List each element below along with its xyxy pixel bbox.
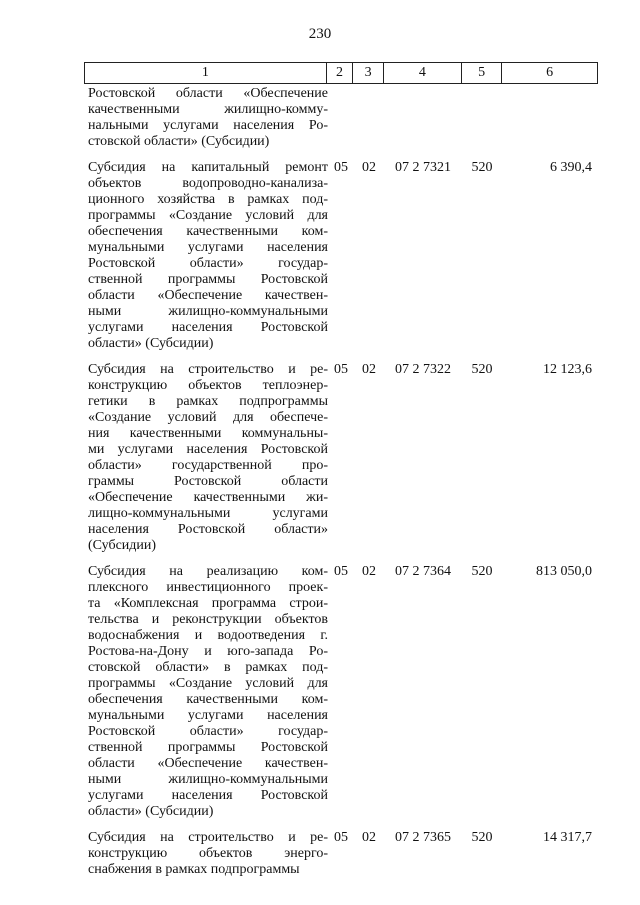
description-line: Ростовской области» государ- [88, 724, 328, 739]
header-col-6: 6 [501, 63, 597, 83]
description-line: мунальными услугами населения [88, 708, 328, 723]
description-line: обеспечения качественными ком- [88, 224, 328, 239]
table-row [84, 830, 598, 878]
description-line: ционного хозяйства в рамках под- [88, 192, 328, 207]
description-line: лищно-коммунальными услугами [88, 506, 328, 521]
expense-type-code: 520 [471, 830, 493, 845]
row-description [84, 564, 328, 820]
target-article-code: 07 2 7321 [395, 160, 451, 175]
description-line: качественными жилищно-комму- [88, 102, 328, 117]
description-line: ственной программы Ростовской [88, 740, 328, 755]
table-row [84, 564, 598, 820]
expense-type-code [462, 86, 502, 150]
amount: 813 050,0 [536, 564, 592, 579]
description-line: Субсидия на строительство и ре- [88, 362, 328, 377]
table-body [84, 86, 598, 878]
expense-type-code: 520 [471, 564, 493, 579]
page-number: 230 [308, 26, 332, 42]
header-col-5: 5 [461, 63, 501, 83]
description-line: Субсидия на реализацию ком- [88, 564, 328, 579]
target-article-code: 07 2 7365 [395, 830, 451, 845]
subsection-code [354, 86, 384, 150]
description-line: ния качественными коммунальны- [88, 426, 328, 441]
description-line: та «Комплексная программа строи- [88, 596, 328, 611]
description-line: области «Обеспечение качествен- [88, 288, 328, 303]
description-line: услугами населения Ростовской [88, 320, 328, 335]
description-line: ными жилищно-коммунальными [88, 772, 328, 787]
description-line: конструкцию объектов энерго- [88, 846, 328, 861]
description-line: ми услугами населения Ростовской [88, 442, 328, 457]
expense-type-code: 520 [471, 160, 493, 175]
description-line: Ростовской области» государ- [88, 256, 328, 271]
description-line: программы «Создание условий для [88, 208, 328, 223]
description-line: Ростовской области «Обеспечение [88, 86, 328, 101]
description-line: Субсидия на строительство и ре- [88, 830, 328, 845]
description-line: снабжения в рамках подпрограммы [88, 862, 300, 877]
subsection-code: 02 [362, 362, 376, 377]
expense-type-code: 520 [471, 362, 493, 377]
description-line: граммы Ростовской области [88, 474, 328, 489]
header-col-2: 2 [326, 63, 353, 83]
target-article-code: 07 2 7322 [395, 362, 451, 377]
row-description [84, 830, 328, 878]
description-line: Субсидия на капитальный ремонт [88, 160, 328, 175]
description-line: «Обеспечение качественными жи- [88, 490, 328, 505]
description-line: конструкцию объектов теплоэнер- [88, 378, 328, 393]
header-col-3: 3 [352, 63, 383, 83]
description-line: программы «Создание условий для [88, 676, 328, 691]
amount: 6 390,4 [550, 160, 592, 175]
amount [502, 86, 598, 150]
table-header-row [84, 62, 598, 84]
description-line: услугами населения Ростовской [88, 788, 328, 803]
subsection-code: 02 [362, 564, 376, 579]
description-line: стовской области» в рамках под- [88, 660, 328, 675]
description-line: объектов водопроводно-канализа- [88, 176, 328, 191]
description-line: плексного инвестиционного проек- [88, 580, 328, 595]
description-line: водоснабжения и водоотведения г. [88, 628, 328, 643]
description-line: ственной программы Ростовской [88, 272, 328, 287]
description-line: тельства и реконструкции объектов [88, 612, 328, 627]
section-code [328, 86, 354, 150]
description-line: мунальными услугами населения [88, 240, 328, 255]
description-line: стовской области» (Субсидии) [88, 134, 270, 149]
section-code: 05 [334, 160, 348, 175]
description-line: населения Ростовской области» [88, 522, 328, 537]
description-line: ными жилищно-коммунальными [88, 304, 328, 319]
description-line: области» государственной про- [88, 458, 328, 473]
description-line: Ростова-на-Дону и юго-запада Ро- [88, 644, 328, 659]
subsection-code: 02 [362, 160, 376, 175]
row-description [84, 86, 328, 150]
row-description [84, 362, 328, 554]
description-line: нальными услугами населения Ро- [88, 118, 328, 133]
target-article-code [384, 86, 462, 150]
header-col-1: 1 [201, 65, 209, 80]
table-row [84, 160, 598, 352]
description-line: «Создание условий для обеспече- [88, 410, 328, 425]
section-code: 05 [334, 830, 348, 845]
description-line: области «Обеспечение качествен- [88, 756, 328, 771]
description-line: (Субсидии) [88, 538, 157, 553]
header-col-4: 4 [383, 63, 461, 83]
section-code: 05 [334, 564, 348, 579]
row-description [84, 160, 328, 352]
subsection-code: 02 [362, 830, 376, 845]
description-line: области» (Субсидии) [88, 804, 214, 819]
section-code: 05 [334, 362, 348, 377]
description-line: области» (Субсидии) [88, 336, 214, 351]
table-row [84, 362, 598, 554]
description-line: гетики в рамках подпрограммы [88, 394, 328, 409]
description-line: обеспечения качественными ком- [88, 692, 328, 707]
table-row [84, 86, 598, 150]
amount: 14 317,7 [543, 830, 592, 845]
target-article-code: 07 2 7364 [395, 564, 451, 579]
budget-table [84, 62, 598, 888]
amount: 12 123,6 [543, 362, 592, 377]
